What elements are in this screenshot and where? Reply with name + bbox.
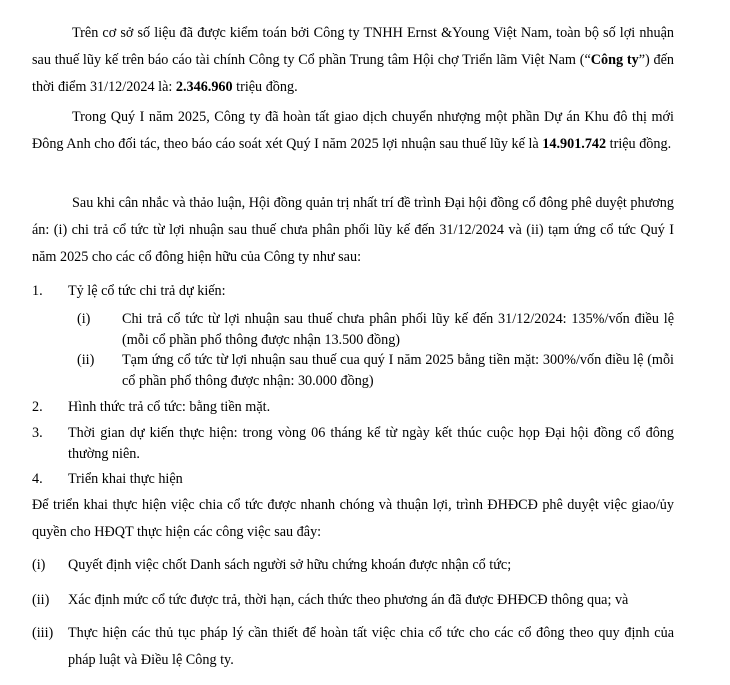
paragraph-audited-profit — [32, 20, 674, 101]
p2-text-c: triệu đồng. — [606, 136, 672, 152]
p1-text-a: Trên cơ sở số liệu đã được kiểm toán bởi Công ty TNHH Ernst &Young Việt Nam, toàn bộ số lợi nhuận sau thuế lũy kế trên báo cáo tài chính Công ty Cổ phần Trung tâm Hội chợ Triển lãm Việt Nam (“ — [32, 25, 674, 68]
task-text: Quyết định việc chốt Danh sách người sở hữu chứng khoán được nhận cổ tức; — [68, 557, 512, 573]
p1-text-c: ”) đến thời điểm 31/12/2024 là: — [32, 52, 674, 95]
p2-text-a: Trong Quý I năm 2025, Công ty đã hoàn tất giao dịch chuyển nhượng một phần Dự án Khu đô thị mới Đông Anh cho đối tác, theo báo cáo soát xét Quý I năm 2025 lợi nhuận sau thuế lũy kế là — [32, 109, 674, 152]
sub-item-number: (ii) — [77, 352, 95, 368]
sub-item-text: Tạm ứng cổ tức từ lợi nhuận sau thuế cua quý I năm 2025 bằng tiền mặt: 300%/vốn điều lệ (mỗi cổ phần phổ thông được nhận: 30.000 đồng) — [122, 352, 674, 389]
paragraph-board-proposal — [32, 190, 674, 271]
item-number: 4. — [32, 471, 43, 487]
p2-profit-value: 14.901.742 — [542, 136, 607, 152]
item-text: Hình thức trả cổ tức: bằng tiền mặt. — [68, 399, 271, 415]
sub-item-text: Chi trả cổ tức từ lợi nhuận sau thuế chưa phân phối lũy kế đến 31/12/2024: 135%/vốn điều lệ (mỗi cổ phần phổ thông được nhận 13.500 đồng) — [122, 311, 674, 348]
task-number: (iii) — [32, 625, 54, 641]
p1-text-e: triệu đồng. — [232, 79, 298, 95]
item-number: 3. — [32, 425, 43, 441]
p3-text: Sau khi cân nhắc và thảo luận, Hội đồng quản trị nhất trí đề trình Đại hội đồng cổ đông phê duyệt phương án: (i) chi trả cổ tức từ lợi nhuận sau thuế chưa phân phối lũy kế đến 31/12/2024 và (ii) tạm ứng cổ tức Quý I năm 2025 cho các cổ đông hiện hữu của Công ty như sau: — [32, 195, 674, 265]
p1-profit-value: 2.346.960 — [175, 79, 233, 95]
item-number: 2. — [32, 399, 43, 415]
task-text: Xác định mức cổ tức được trả, thời hạn, cách thức theo phương án đã được ĐHĐCĐ thông qua; và — [68, 592, 629, 608]
p1-company-term: Công ty — [590, 52, 639, 68]
task-number: (i) — [32, 557, 46, 573]
sub-item-number: (i) — [77, 311, 91, 327]
paragraph-implementation — [32, 492, 674, 546]
item-text: Tỷ lệ cổ tức chi trả dự kiến: — [68, 283, 226, 299]
task-number: (ii) — [32, 592, 50, 608]
item-number: 1. — [32, 283, 43, 299]
p4-text: Để triển khai thực hiện việc chia cổ tức được nhanh chóng và thuận lợi, trình ĐHĐCĐ phê duyệt việc giao/ủy quyền cho HĐQT thực hiện các công việc sau đây: — [32, 497, 674, 540]
item-text: Thời gian dự kiến thực hiện: trong vòng 06 tháng kể từ ngày kết thúc cuộc họp Đại hội đồng cổ đông thường niên. — [68, 425, 674, 462]
paragraph-q1-transaction — [32, 104, 674, 158]
item-text: Triển khai thực hiện — [68, 471, 183, 487]
task-text: Thực hiện các thủ tục pháp lý cần thiết để hoàn tất việc chia cổ tức cho các cổ đông theo quy định của pháp luật và Điều lệ Công ty. — [68, 625, 674, 668]
